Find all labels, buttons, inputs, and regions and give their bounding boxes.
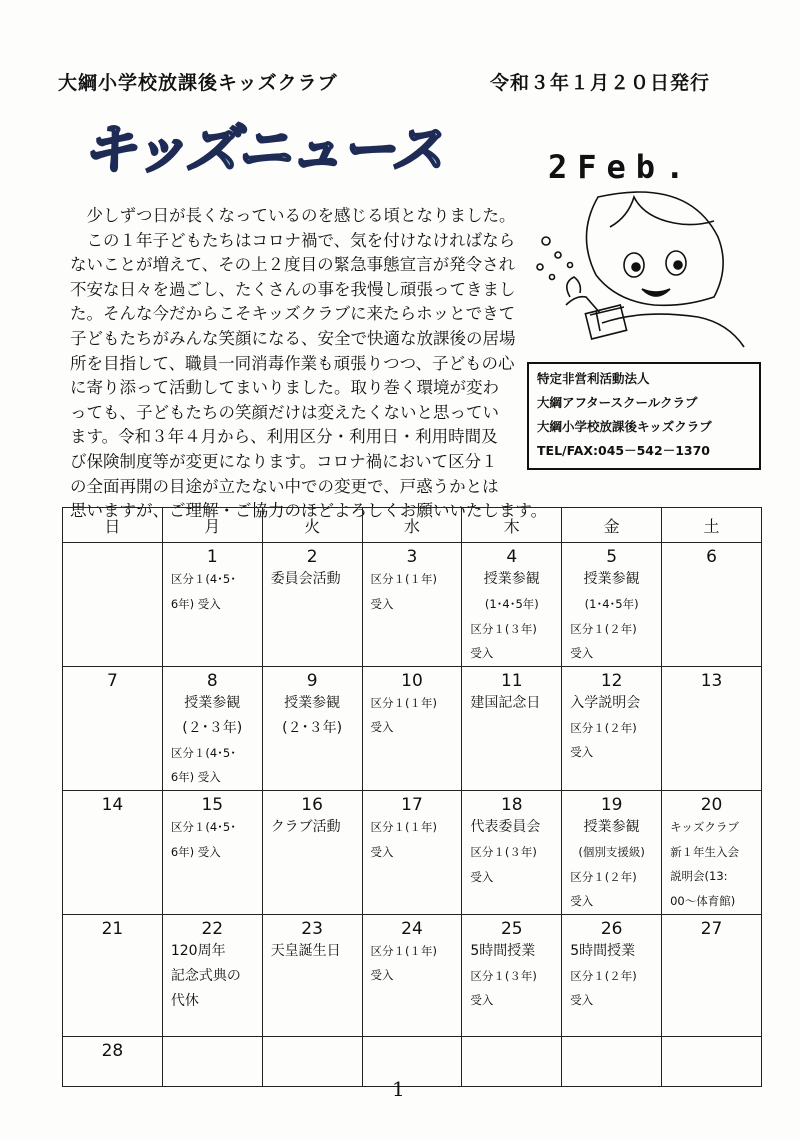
- calendar-event: 00～体育館): [670, 893, 736, 908]
- intro-line: に寄り添って活動してまいりました。取り巻く環境が変わ: [70, 378, 499, 398]
- calendar-day-cell: [63, 666, 163, 790]
- calendar-day-cell: [462, 666, 562, 790]
- calendar-day-cell: [662, 790, 762, 914]
- intro-line: 少しずつ日が長くなっているのを感じる頃となりました。: [86, 206, 516, 225]
- calendar-event: 委員会活動: [270, 571, 341, 587]
- contact-club-name: 大綱小学校放課後キッズクラブ: [537, 419, 712, 434]
- calendar-day-cell: [462, 543, 562, 667]
- intro-line: 思いますが、ご理解・ご協力のほどよろしくお願いいたします。: [70, 501, 548, 521]
- day-number: 25: [500, 918, 523, 939]
- day-number: 24: [401, 918, 423, 939]
- calendar-day-cell: [462, 790, 562, 914]
- calendar-event: 区分１(１年): [370, 572, 438, 586]
- weekday-header: 月: [162, 508, 262, 543]
- day-number: 6: [706, 547, 717, 567]
- calendar-event: 区分１(4･5･: [170, 572, 236, 586]
- calendar-event: (２･３年): [182, 719, 243, 736]
- calendar-day-cell: [662, 1036, 762, 1086]
- calendar-event: 記念式典の: [170, 967, 241, 984]
- calendar-day-cell: [562, 790, 662, 914]
- calendar-event: 区分１(１年): [370, 695, 438, 710]
- calendar-event: 受入: [470, 646, 494, 661]
- intro-line: ます。令和３年４月から、利用区分・利用日・利用時間及: [70, 427, 498, 447]
- calendar-day-cell: [662, 543, 762, 667]
- calendar-day-cell: [462, 1036, 562, 1086]
- day-number: 16: [301, 794, 323, 815]
- calendar-event: 説明会(13:: [670, 869, 728, 884]
- calendar-day-cell: [162, 914, 262, 1036]
- intro-line: 子どもたちがみんな笑顔になる、安全で快適な放課後の居場: [70, 328, 516, 348]
- weekday-header: 金: [562, 508, 662, 543]
- calendar-day-cell: [63, 790, 163, 914]
- calendar-event: 授業参観: [184, 694, 241, 711]
- calendar-day-cell: [162, 1036, 262, 1086]
- calendar-event: 区分１(３年): [470, 621, 537, 636]
- calendar-week-row: [63, 543, 762, 667]
- calendar-event: 授業参観: [583, 571, 640, 587]
- calendar-event: 受入: [570, 646, 594, 661]
- day-number: 10: [401, 670, 423, 691]
- contact-org-type: 特定非営利活動法人: [537, 371, 650, 386]
- calendar-event: (1･4･5年): [584, 597, 639, 611]
- weekday-header: 日: [63, 508, 163, 543]
- calendar-event: 6年) 受入: [170, 596, 221, 611]
- calendar-day-cell: [63, 1036, 163, 1086]
- intro-line: ないことが増えて、その上２度目の緊急事態宣言が発令され: [70, 255, 516, 275]
- calendar-event: 区分１(３年): [470, 968, 537, 983]
- calendar-day-cell: [562, 1036, 662, 1086]
- calendar-day-cell: [662, 666, 762, 790]
- org-name: 大綱小学校放課後キッズクラブ: [58, 72, 338, 94]
- calendar-event: 120周年: [170, 942, 226, 959]
- calendar-day-cell: [162, 666, 262, 790]
- calendar-event: 6年) 受入: [170, 770, 221, 785]
- calendar-event: 受入: [370, 844, 394, 859]
- weekday-header: 火: [262, 508, 362, 543]
- day-number: 14: [101, 794, 124, 815]
- calendar-week-row: [63, 914, 762, 1036]
- day-number: 23: [301, 918, 323, 939]
- calendar-day-cell: [262, 543, 362, 667]
- day-number: 26: [600, 918, 623, 939]
- intro-line: の全面再開の目途が立たない中での変更で、戸惑うかとは: [70, 476, 499, 496]
- weekday-header-row: [63, 508, 762, 543]
- calendar-event: 区分１(３年): [470, 844, 537, 859]
- calendar-event: (２･３年): [282, 719, 343, 736]
- day-number: 3: [406, 547, 418, 567]
- calendar-day-cell: [262, 1036, 362, 1086]
- contact-phone: TEL/FAX:045－542－1370: [537, 443, 710, 458]
- calendar-event: 受入: [570, 745, 594, 760]
- calendar-day-cell: [362, 790, 462, 914]
- weekday-header: 水: [362, 508, 462, 543]
- child-cheering-illustration: [530, 185, 760, 360]
- day-number: 21: [101, 918, 124, 939]
- calendar-event: 天皇誕生日: [270, 942, 341, 959]
- intro-line: び保険制度等が変更になります。コロナ禍において区分１: [70, 451, 498, 471]
- calendar-event: 5時間授業: [570, 942, 636, 959]
- calendar-event: 建国記念日: [470, 694, 541, 711]
- day-number: 18: [500, 794, 523, 815]
- calendar-day-cell: [63, 914, 163, 1036]
- calendar-event: 6年) 受入: [170, 844, 221, 859]
- intro-line: 所を目指して、職員一同消毒作業も頑張りつつ、子どもの心: [70, 353, 515, 373]
- day-number: 20: [700, 794, 723, 815]
- calendar-day-cell: [63, 543, 163, 667]
- calendar-event: 区分１(２年): [570, 720, 637, 735]
- calendar-event: 入学説明会: [570, 694, 641, 711]
- calendar-event: 授業参観: [284, 694, 341, 711]
- intro-line: た。そんな今だからこそキッズクラブに来たらホッとできて: [70, 304, 516, 324]
- calendar-event: 受入: [470, 993, 494, 1008]
- calendar-day-cell: [362, 666, 462, 790]
- calendar-day-cell: [262, 790, 362, 914]
- day-number: 15: [201, 794, 224, 815]
- weekday-header: 木: [462, 508, 562, 543]
- calendar-event: クラブ活動: [270, 818, 341, 835]
- calendar-event: 受入: [370, 968, 394, 983]
- calendar-day-cell: [362, 543, 462, 667]
- calendar-event: 受入: [570, 894, 594, 909]
- calendar-event: 区分１(１年): [370, 819, 438, 834]
- calendar-event: 区分１(２年): [570, 968, 637, 983]
- calendar-week-row: [63, 666, 762, 790]
- calendar-event: 5時間授業: [470, 942, 536, 959]
- calendar-event: キッズクラブ: [670, 819, 739, 834]
- calendar-day-cell: [562, 666, 662, 790]
- weekday-header: 土: [662, 508, 762, 543]
- day-number: 13: [700, 670, 723, 691]
- contact-org-name: 大綱アフタースクールクラブ: [537, 395, 698, 410]
- calendar-day-cell: [662, 914, 762, 1036]
- intro-line: この１年子どもたちはコロナ禍で、気を付けなければなら: [86, 230, 516, 250]
- calendar-event: 区分１(4･5･: [170, 819, 236, 834]
- day-number: 7: [107, 670, 118, 691]
- day-number: 5: [606, 547, 618, 567]
- calendar-event: 受入: [570, 993, 594, 1008]
- calendar-day-cell: [362, 914, 462, 1036]
- calendar-event: (1･4･5年): [484, 597, 539, 611]
- calendar-week-row: [63, 1036, 762, 1086]
- calendar-event: 受入: [370, 596, 394, 611]
- calendar-event: 代休: [170, 992, 199, 1009]
- calendar-day-cell: [362, 1036, 462, 1086]
- page-number: 1: [392, 1077, 405, 1101]
- day-number: 8: [206, 670, 218, 691]
- intro-line: 不安な日々を過ごし、たくさんの事を我慢し頑張ってきまし: [70, 279, 516, 299]
- day-number: 28: [101, 1040, 124, 1061]
- day-number: 17: [401, 794, 423, 815]
- calendar-day-cell: [162, 543, 262, 667]
- newsletter-title-logo: [78, 118, 508, 180]
- day-number: 12: [600, 670, 623, 691]
- day-number: 22: [201, 918, 224, 939]
- day-number: 19: [600, 794, 623, 815]
- calendar-day-cell: [562, 543, 662, 667]
- day-number: 2: [306, 547, 318, 567]
- calendar-event: 受入: [470, 869, 494, 884]
- issue-date: 令和３年１月２０日発行: [490, 72, 711, 94]
- calendar-week-row: [63, 790, 762, 914]
- day-number: 11: [500, 670, 523, 691]
- calendar-event: 区分１(4･5･: [170, 745, 236, 760]
- calendar-event: 新１年生入会: [670, 844, 740, 859]
- day-number: 4: [506, 547, 518, 567]
- newsletter-title: キッズニュース: [82, 118, 443, 180]
- day-number: 9: [306, 670, 318, 691]
- calendar-day-cell: [262, 666, 362, 790]
- intro-line: っても、子どもたちの笑顔だけは変えたくないと思ってい: [70, 402, 499, 422]
- calendar-event: (個別支援級): [578, 844, 645, 859]
- intro-paragraph: [70, 204, 548, 524]
- calendar-event: 区分１(１年): [370, 943, 438, 958]
- calendar-event: 受入: [370, 720, 394, 735]
- day-number: 27: [700, 918, 723, 939]
- calendar-event: 授業参観: [483, 571, 540, 587]
- calendar-day-cell: [562, 914, 662, 1036]
- month-label: 2Feb.: [548, 148, 695, 186]
- calendar-event: 代表委員会: [470, 818, 541, 835]
- calendar-day-cell: [162, 790, 262, 914]
- calendar-table: [62, 507, 762, 1087]
- day-number: 1: [206, 547, 218, 567]
- calendar-event: 授業参観: [583, 818, 640, 835]
- calendar-event: 区分１(２年): [570, 869, 637, 884]
- calendar-day-cell: [262, 914, 362, 1036]
- calendar-day-cell: [462, 914, 562, 1036]
- contact-box: [527, 362, 761, 470]
- calendar-body: [63, 543, 762, 1087]
- calendar-event: 区分１(２年): [570, 621, 637, 636]
